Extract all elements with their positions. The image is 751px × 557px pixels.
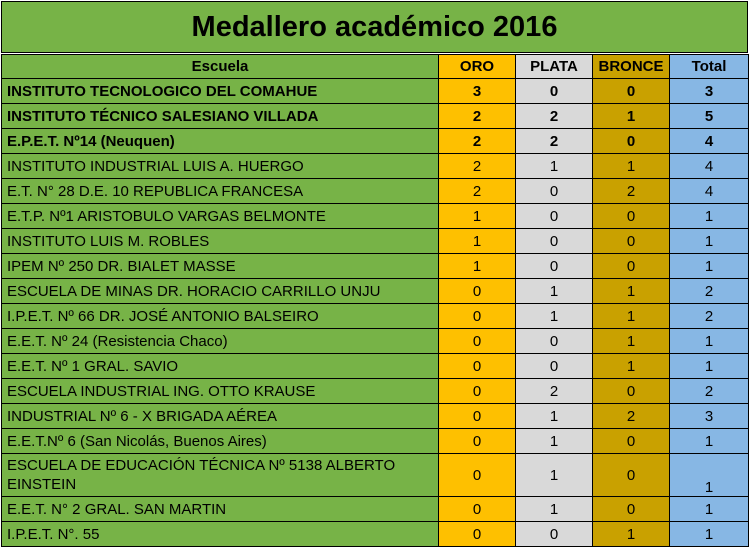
silver-cell: 1: [516, 154, 593, 179]
silver-cell: 2: [516, 129, 593, 154]
silver-cell: 1: [516, 454, 593, 497]
gold-cell: 2: [439, 154, 516, 179]
school-cell: E.E.T.Nº 6 (San Nicolás, Buenos Aires): [2, 429, 439, 454]
school-cell: ESCUELA DE MINAS DR. HORACIO CARRILLO UNJU: [2, 279, 439, 304]
school-cell: INDUSTRIAL Nº 6 - X BRIGADA AÉREA: [2, 404, 439, 429]
gold-cell: 0: [439, 279, 516, 304]
school-cell: ESCUELA DE EDUCACIÓN TÉCNICA Nº 5138 ALBERTO EINSTEIN: [2, 454, 439, 497]
total-cell: 2: [670, 304, 749, 329]
school-cell: IPEM Nº 250 DR. BIALET MASSE: [2, 254, 439, 279]
gold-cell: 2: [439, 104, 516, 129]
table-row: [2, 454, 749, 497]
bronze-cell: 0: [593, 379, 670, 404]
table-row: [2, 329, 749, 354]
school-cell: E.P.E.T. Nº14 (Neuquen): [2, 129, 439, 154]
table-row: [2, 497, 749, 522]
bronze-cell: 0: [593, 129, 670, 154]
total-cell: 2: [670, 379, 749, 404]
table-row: [2, 229, 749, 254]
medal-table: [1, 54, 749, 547]
header-row: [2, 55, 749, 79]
gold-cell: 0: [439, 354, 516, 379]
bronze-cell: 1: [593, 329, 670, 354]
table-row: [2, 204, 749, 229]
silver-cell: 0: [516, 522, 593, 547]
header-silver: PLATA: [516, 55, 593, 79]
silver-cell: 0: [516, 179, 593, 204]
silver-cell: 1: [516, 279, 593, 304]
silver-cell: 0: [516, 354, 593, 379]
gold-cell: 1: [439, 204, 516, 229]
bronze-cell: 1: [593, 304, 670, 329]
silver-cell: 1: [516, 304, 593, 329]
bronze-cell: 1: [593, 154, 670, 179]
silver-cell: 2: [516, 379, 593, 404]
total-cell: 1: [670, 204, 749, 229]
school-cell: INSTITUTO TÉCNICO SALESIANO VILLADA: [2, 104, 439, 129]
header-school: Escuela: [2, 55, 439, 79]
silver-cell: 0: [516, 229, 593, 254]
gold-cell: 2: [439, 129, 516, 154]
school-cell: INSTITUTO INDUSTRIAL LUIS A. HUERGO: [2, 154, 439, 179]
school-cell: E.E.T. N° 2 GRAL. SAN MARTIN: [2, 497, 439, 522]
table-row: [2, 154, 749, 179]
header-gold: ORO: [439, 55, 516, 79]
bronze-cell: 0: [593, 204, 670, 229]
bronze-cell: 1: [593, 522, 670, 547]
silver-cell: 0: [516, 204, 593, 229]
total-cell: 1: [670, 522, 749, 547]
total-cell: 4: [670, 129, 749, 154]
total-cell: 1: [670, 229, 749, 254]
total-cell: 4: [670, 179, 749, 204]
total-cell: 1: [670, 329, 749, 354]
school-cell: ESCUELA INDUSTRIAL ING. OTTO KRAUSE: [2, 379, 439, 404]
school-cell: INSTITUTO TECNOLOGICO DEL COMAHUE: [2, 79, 439, 104]
table-row: [2, 379, 749, 404]
table-row: [2, 79, 749, 104]
total-cell: 1: [670, 497, 749, 522]
gold-cell: 0: [439, 329, 516, 354]
bronze-cell: 0: [593, 454, 670, 497]
total-cell: 2: [670, 279, 749, 304]
gold-cell: 2: [439, 179, 516, 204]
table-row: [2, 129, 749, 154]
school-cell: I.P.E.T. Nº 66 DR. JOSÉ ANTONIO BALSEIRO: [2, 304, 439, 329]
table-row: [2, 104, 749, 129]
school-cell: INSTITUTO LUIS M. ROBLES: [2, 229, 439, 254]
bronze-cell: 1: [593, 279, 670, 304]
silver-cell: 2: [516, 104, 593, 129]
total-cell: 3: [670, 404, 749, 429]
table-row: [2, 304, 749, 329]
gold-cell: 3: [439, 79, 516, 104]
table-row: [2, 254, 749, 279]
table-row: [2, 279, 749, 304]
table-row: [2, 354, 749, 379]
bronze-cell: 0: [593, 79, 670, 104]
silver-cell: 0: [516, 329, 593, 354]
total-cell: 1: [670, 429, 749, 454]
bronze-cell: 0: [593, 229, 670, 254]
school-cell: E.E.T. Nº 1 GRAL. SAVIO: [2, 354, 439, 379]
school-cell: E.E.T. Nº 24 (Resistencia Chaco): [2, 329, 439, 354]
total-cell: 5: [670, 104, 749, 129]
school-cell: E.T.P. Nº1 ARISTOBULO VARGAS BELMONTE: [2, 204, 439, 229]
bronze-cell: 0: [593, 254, 670, 279]
gold-cell: 0: [439, 454, 516, 497]
silver-cell: 1: [516, 429, 593, 454]
total-cell: 1: [670, 354, 749, 379]
school-cell: E.T. N° 28 D.E. 10 REPUBLICA FRANCESA: [2, 179, 439, 204]
total-cell: 1: [670, 254, 749, 279]
gold-cell: 0: [439, 429, 516, 454]
bronze-cell: 1: [593, 354, 670, 379]
gold-cell: 0: [439, 404, 516, 429]
school-cell: I.P.E.T. N°. 55: [2, 522, 439, 547]
bronze-cell: 2: [593, 404, 670, 429]
table-row: [2, 404, 749, 429]
total-cell: 4: [670, 154, 749, 179]
silver-cell: 1: [516, 404, 593, 429]
table-row: [2, 429, 749, 454]
header-total: Total: [670, 55, 749, 79]
gold-cell: 0: [439, 522, 516, 547]
table-row: [2, 522, 749, 547]
silver-cell: 0: [516, 254, 593, 279]
total-cell: 1: [670, 454, 749, 497]
table-row: [2, 179, 749, 204]
bronze-cell: 0: [593, 497, 670, 522]
silver-cell: 1: [516, 497, 593, 522]
gold-cell: 1: [439, 229, 516, 254]
gold-cell: 0: [439, 379, 516, 404]
gold-cell: 0: [439, 304, 516, 329]
page-title: Medallero académico 2016: [1, 1, 748, 53]
silver-cell: 0: [516, 79, 593, 104]
bronze-cell: 0: [593, 429, 670, 454]
gold-cell: 1: [439, 254, 516, 279]
bronze-cell: 1: [593, 104, 670, 129]
header-bronze: BRONCE: [593, 55, 670, 79]
total-cell: 3: [670, 79, 749, 104]
bronze-cell: 2: [593, 179, 670, 204]
gold-cell: 0: [439, 497, 516, 522]
